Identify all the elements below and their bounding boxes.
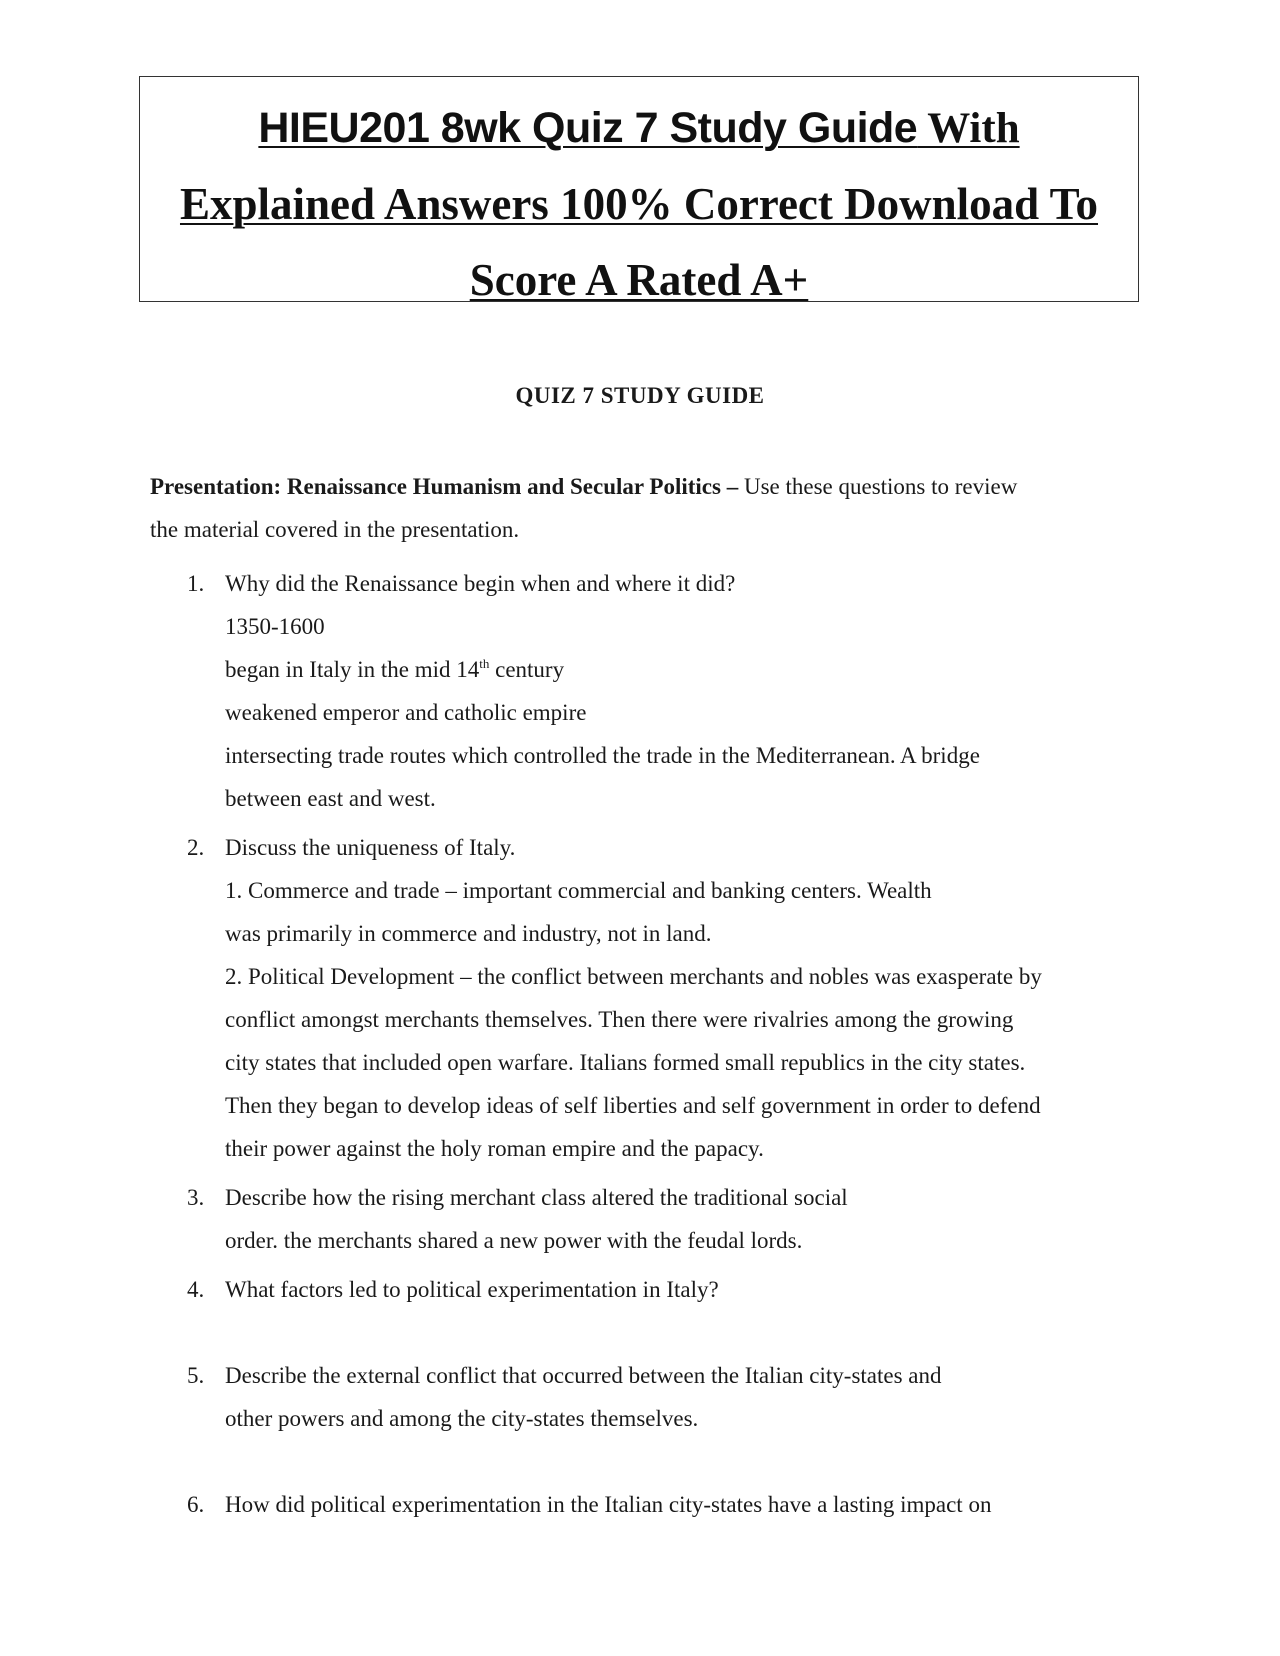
question-6 xyxy=(150,1483,1130,1526)
answer-line: 1. Commerce and trade – important commercial and banking centers. Wealth xyxy=(225,878,932,903)
question-1 xyxy=(150,562,1130,820)
question-number: 6. xyxy=(187,1492,205,1517)
section-heading: QUIZ 7 STUDY GUIDE xyxy=(515,383,765,408)
answer-line: was primarily in commerce and industry, not in land. xyxy=(225,921,712,946)
question-text: Why did the Renaissance begin when and where it did? xyxy=(225,571,736,596)
question-text: other powers and among the city-states themselves. xyxy=(225,1406,699,1431)
title-line-2: Explained Answers 100% Correct Download To xyxy=(179,179,1099,229)
question-3 xyxy=(150,1176,1130,1262)
answer-line: Then they began to develop ideas of self liberties and self government in order to defend xyxy=(225,1093,1041,1118)
intro-text-1: Use these questions to review xyxy=(738,474,1018,499)
question-text: Discuss the uniqueness of Italy. xyxy=(225,835,516,860)
intro-text-2: the material covered in the presentation. xyxy=(150,517,520,542)
question-text: What factors led to political experimentation in Italy? xyxy=(225,1277,719,1302)
document-title-box xyxy=(139,76,1139,305)
question-2 xyxy=(150,826,1130,1170)
question-text: Describe the external conflict that occurred between the Italian city-states and xyxy=(225,1363,942,1388)
question-text: How did political experimentation in the Italian city-states have a lasting impact on xyxy=(225,1492,992,1517)
answer-line: city states that included open warfare. Italians formed small republics in the city states. xyxy=(225,1050,1026,1075)
title-line-1-serif: With xyxy=(917,105,1020,152)
answer-line: order. the merchants shared a new power with the feudal lords. xyxy=(225,1228,803,1253)
answer-text: began in Italy in the mid 14 xyxy=(225,657,480,682)
answer-line: intersecting trade routes which controlled the trade in the Mediterranean. A bridge xyxy=(225,743,980,768)
title-line-1 xyxy=(140,89,1138,165)
answer-line: conflict amongst merchants themselves. Then there were rivalries among the growing xyxy=(225,1007,1014,1032)
title-line-1-sans: HIEU201 8wk Quiz 7 Study Guide xyxy=(258,104,918,152)
superscript: th xyxy=(479,656,490,671)
question-number: 2. xyxy=(187,835,205,860)
answer-line xyxy=(225,648,1130,691)
question-number: 5. xyxy=(187,1363,205,1388)
question-text: Describe how the rising merchant class altered the traditional social xyxy=(225,1185,848,1210)
question-list xyxy=(150,562,1130,1526)
answer-text: century xyxy=(489,657,565,682)
answer-line: their power against the holy roman empire and the papacy. xyxy=(225,1136,764,1161)
question-5 xyxy=(150,1354,1130,1440)
question-number: 1. xyxy=(187,571,205,596)
question-4 xyxy=(150,1268,1130,1311)
answer-line: 2. Political Development – the conflict between merchants and nobles was exasperate by xyxy=(225,964,1042,989)
intro-paragraph xyxy=(150,465,1130,551)
question-number: 3. xyxy=(187,1185,205,1210)
intro-bold-label: Presentation: Renaissance Humanism and Secular Politics – xyxy=(150,474,739,499)
answer-line: weakened emperor and catholic empire xyxy=(225,700,587,725)
answer-line: 1350-1600 xyxy=(225,614,325,639)
title-line-3: Score A Rated A+ xyxy=(469,255,809,305)
question-number: 4. xyxy=(187,1277,205,1302)
answer-line: between east and west. xyxy=(225,786,436,811)
